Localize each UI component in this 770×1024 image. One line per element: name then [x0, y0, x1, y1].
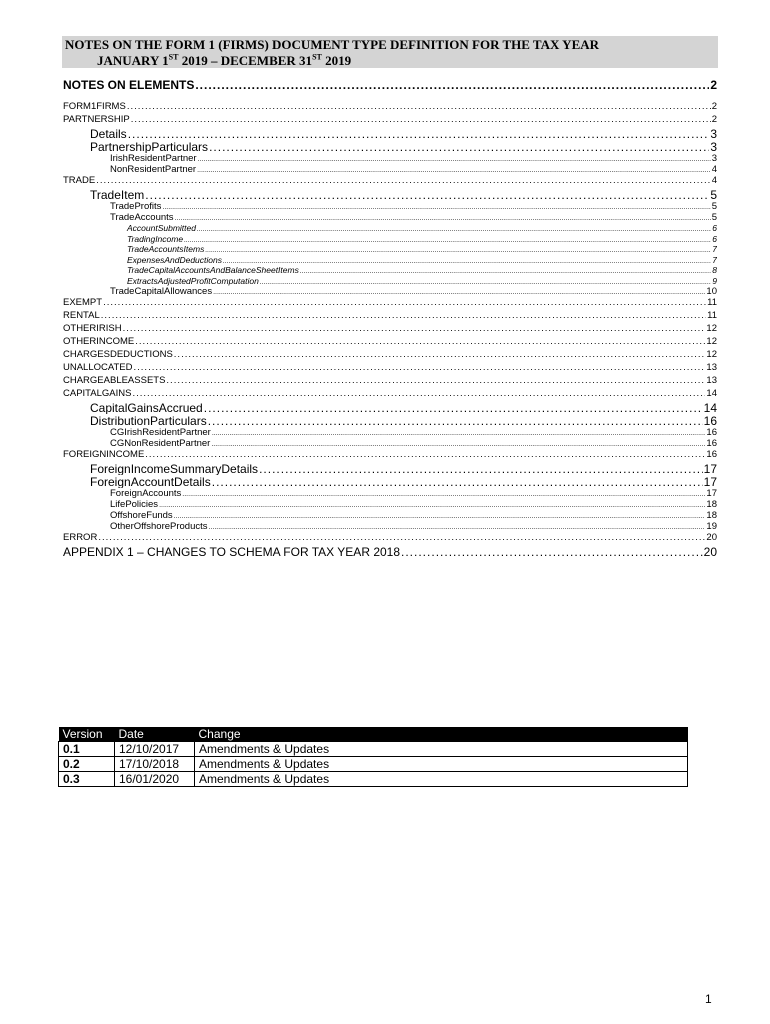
- toc-entry[interactable]: [63, 510, 717, 521]
- toc-entry-label: ExtractsAdjustedProfitComputation: [127, 275, 259, 286]
- toc-leader-dots: [223, 258, 711, 265]
- change-cell: Amendments & Updates: [195, 742, 688, 757]
- toc-page-number: 2: [711, 101, 717, 112]
- toc-entry[interactable]: [63, 336, 717, 349]
- toc-entry-label: PartnershipParticulars: [90, 140, 209, 153]
- toc-entry[interactable]: [63, 188, 717, 201]
- toc-leader-dots: [213, 289, 705, 296]
- toc-leader-dots: [174, 349, 706, 360]
- toc-page-number: 9: [712, 275, 717, 286]
- toc-leader-dots: [198, 156, 711, 163]
- toc-entry[interactable]: [63, 276, 717, 287]
- toc-entry[interactable]: [63, 310, 717, 323]
- table-of-contents: [63, 78, 717, 560]
- toc-entry[interactable]: [63, 462, 717, 475]
- toc-leader-dots: [205, 247, 711, 254]
- toc-entry[interactable]: [63, 323, 717, 336]
- toc-entry-label: CapitalGainsAccrued: [90, 401, 203, 414]
- toc-entry[interactable]: [63, 414, 717, 427]
- toc-page-number: 16: [706, 449, 717, 460]
- toc-entry-label: ForeignIncomeSummaryDetails: [90, 462, 259, 475]
- toc-leader-dots: [197, 226, 711, 233]
- toc-leader-dots: [209, 140, 709, 153]
- toc-entry-label: CGIrishResidentPartner: [110, 427, 211, 438]
- toc-page-number: 12: [706, 323, 717, 334]
- toc-entry[interactable]: [63, 499, 717, 510]
- toc-entry-label: CGNonResidentPartner: [110, 438, 211, 449]
- toc-entry-label: CHARGEABLEASSETS: [63, 375, 166, 386]
- date-cell: 16/01/2020: [115, 772, 195, 787]
- toc-leader-dots: [101, 310, 706, 321]
- toc-entry[interactable]: [63, 175, 717, 188]
- toc-entry[interactable]: [63, 427, 717, 438]
- toc-entry[interactable]: [63, 201, 717, 212]
- toc-leader-dots: [162, 204, 710, 211]
- toc-leader-dots: [159, 502, 705, 509]
- toc-entry[interactable]: [63, 438, 717, 449]
- toc-page-number: 10: [706, 286, 717, 297]
- toc-entry[interactable]: [63, 255, 717, 266]
- toc-leader-dots: [209, 524, 706, 531]
- toc-entry-label: TradingIncome: [127, 233, 184, 244]
- toc-page-number: 6: [712, 233, 717, 244]
- toc-leader-dots: [211, 441, 705, 448]
- toc-entry-label: TradeCapitalAllowances: [110, 286, 213, 297]
- toc-leader-dots: [175, 215, 711, 222]
- toc-page-number: 11: [707, 310, 717, 321]
- toc-page-number: 14: [706, 388, 717, 399]
- toc-leader-dots: [135, 336, 705, 347]
- table-header-row: [59, 727, 688, 742]
- toc-page-number: 17: [703, 475, 717, 488]
- toc-entry[interactable]: [63, 532, 717, 545]
- toc-entry[interactable]: [63, 164, 717, 175]
- version-history-table: [58, 727, 688, 787]
- toc-page-number: 4: [711, 175, 717, 186]
- toc-entry-label: EXEMPT: [63, 297, 103, 308]
- toc-entry[interactable]: [63, 234, 717, 245]
- toc-page-number: 16: [703, 414, 717, 427]
- toc-entry-label: RENTAL: [63, 310, 100, 321]
- toc-leader-dots: [300, 268, 711, 275]
- document-title-line-1: NOTES ON THE FORM 1 (FIRMS) DOCUMENT TYPE DEFINITION FOR THE TAX YEAR: [65, 37, 600, 52]
- toc-entry[interactable]: [63, 375, 717, 388]
- column-header-date: Date: [115, 727, 195, 742]
- toc-entry[interactable]: [63, 101, 717, 114]
- toc-entry[interactable]: [63, 362, 717, 375]
- toc-entry-label: TRADE: [63, 175, 96, 186]
- toc-entry-label: TradeProfits: [110, 201, 162, 212]
- toc-page-number: 4: [711, 164, 717, 175]
- toc-entry[interactable]: [63, 244, 717, 255]
- toc-entry-label: OffshoreFunds: [110, 510, 173, 521]
- toc-entry[interactable]: [63, 475, 717, 488]
- toc-entry-label: OTHERIRISH: [63, 323, 122, 334]
- toc-leader-dots: [197, 167, 711, 174]
- toc-page-number: 14: [703, 401, 717, 414]
- column-header-change: Change: [195, 727, 688, 742]
- toc-leader-dots: [212, 475, 703, 488]
- toc-leader-dots: [260, 279, 711, 286]
- toc-page-number: 16: [706, 427, 717, 438]
- toc-leader-dots: [145, 449, 705, 460]
- toc-entry[interactable]: [63, 521, 717, 532]
- toc-entry-label: ForeignAccountDetails: [90, 475, 211, 488]
- toc-entry-label: TradeAccounts: [110, 212, 174, 223]
- toc-entry-label: TradeAccountsItems: [127, 244, 205, 254]
- toc-entry[interactable]: [63, 401, 717, 414]
- toc-page-number: 18: [706, 510, 717, 521]
- toc-leader-dots: [184, 237, 711, 244]
- version-cell: 0.3: [59, 772, 115, 787]
- toc-entry-label: LifePolicies: [110, 499, 159, 510]
- toc-page-number: 13: [706, 362, 717, 373]
- toc-page-number: 6: [712, 223, 717, 233]
- toc-entry-label: DistributionParticulars: [90, 414, 207, 427]
- toc-entry[interactable]: [63, 388, 717, 401]
- toc-page-number: 16: [706, 438, 717, 449]
- change-cell: Amendments & Updates: [195, 757, 688, 772]
- toc-entry[interactable]: [63, 265, 717, 276]
- toc-leader-dots: [98, 532, 705, 543]
- toc-entry[interactable]: [63, 127, 717, 140]
- toc-entry-label: UNALLOCATED: [63, 362, 133, 373]
- toc-entry-label: APPENDIX 1 – CHANGES TO SCHEMA FOR TAX YEAR 2018: [63, 545, 401, 559]
- table-row: [59, 757, 688, 772]
- toc-entry-label: Details: [90, 127, 127, 140]
- toc-entry[interactable]: [63, 488, 717, 499]
- toc-entry-label: NOTES ON ELEMENTS: [63, 78, 195, 92]
- toc-entry[interactable]: [63, 349, 717, 362]
- table-row: [59, 772, 688, 787]
- toc-leader-dots: [132, 388, 705, 399]
- toc-entry-label: FOREIGNINCOME: [63, 449, 145, 460]
- toc-page-number: 11: [707, 297, 717, 308]
- toc-page-number: 5: [710, 188, 717, 201]
- toc-leader-dots: [127, 101, 711, 112]
- toc-leader-dots: [134, 362, 706, 373]
- toc-entry-label: PARTNERSHIP: [63, 114, 130, 125]
- date-cell: 17/10/2018: [115, 757, 195, 772]
- toc-entry-label: ForeignAccounts: [110, 488, 182, 499]
- toc-entry[interactable]: [63, 140, 717, 153]
- toc-entry-label: OtherOffshoreProducts: [110, 521, 208, 532]
- change-cell: Amendments & Updates: [195, 772, 688, 787]
- toc-page-number: 8: [712, 265, 717, 275]
- toc-page-number: 3: [710, 127, 717, 140]
- toc-leader-dots: [259, 462, 703, 475]
- toc-entry-label: CAPITALGAINS: [63, 388, 132, 399]
- version-cell: 0.2: [59, 757, 115, 772]
- toc-page-number: 5: [711, 212, 717, 223]
- toc-entry-label: TradeItem: [90, 188, 145, 201]
- toc-entry[interactable]: [63, 449, 717, 462]
- column-header-version: Version: [59, 727, 115, 742]
- toc-page-number: 18: [706, 499, 717, 510]
- toc-page-number: 7: [712, 244, 717, 254]
- toc-entry-label: TradeCapitalAccountsAndBalanceSheetItems: [127, 265, 299, 275]
- toc-leader-dots: [204, 401, 703, 414]
- toc-leader-dots: [128, 127, 710, 140]
- toc-page-number: 5: [711, 201, 717, 212]
- toc-page-number: 2: [710, 78, 717, 92]
- toc-entry[interactable]: [63, 78, 717, 95]
- toc-leader-dots: [123, 323, 706, 334]
- table-row: [59, 742, 688, 757]
- toc-leader-dots: [208, 414, 703, 427]
- toc-page-number: 19: [706, 521, 717, 532]
- date-cell: 12/10/2017: [115, 742, 195, 757]
- toc-entry[interactable]: [63, 223, 717, 234]
- toc-page-number: 17: [703, 462, 717, 475]
- toc-page-number: 3: [710, 140, 717, 153]
- toc-page-number: 7: [712, 254, 717, 265]
- toc-page-number: 12: [706, 349, 717, 360]
- toc-entry[interactable]: [63, 545, 717, 560]
- toc-entry-label: AccountSubmitted: [127, 223, 196, 233]
- toc-leader-dots: [174, 513, 706, 520]
- toc-leader-dots: [96, 175, 711, 186]
- toc-entry-label: OTHERINCOME: [63, 336, 135, 347]
- toc-entry-label: ERROR: [63, 532, 98, 543]
- toc-page-number: 12: [706, 336, 717, 347]
- toc-entry[interactable]: [63, 153, 717, 164]
- toc-leader-dots: [182, 491, 705, 498]
- toc-page-number: 2: [711, 114, 717, 125]
- toc-page-number: 13: [706, 375, 717, 386]
- toc-entry-label: IrishResidentPartner: [110, 153, 197, 164]
- toc-leader-dots: [103, 297, 706, 308]
- toc-entry[interactable]: [63, 114, 717, 127]
- version-cell: 0.1: [59, 742, 115, 757]
- toc-leader-dots: [401, 545, 703, 559]
- toc-entry[interactable]: [63, 212, 717, 223]
- toc-page-number: 3: [711, 153, 717, 164]
- toc-entry-label: NonResidentPartner: [110, 164, 197, 175]
- toc-leader-dots: [195, 78, 709, 92]
- page-number: 1: [705, 992, 712, 1006]
- toc-leader-dots: [145, 188, 709, 201]
- toc-entry-label: ExpensesAndDeductions: [127, 254, 222, 265]
- toc-leader-dots: [131, 114, 711, 125]
- toc-entry-label: FORM1FIRMS: [63, 101, 126, 112]
- toc-entry-label: CHARGESDEDUCTIONS: [63, 349, 173, 360]
- toc-page-number: 20: [706, 532, 717, 543]
- toc-entry[interactable]: [63, 297, 717, 310]
- toc-page-number: 17: [706, 488, 717, 499]
- toc-entry[interactable]: [63, 286, 717, 297]
- toc-page-number: 20: [703, 545, 717, 559]
- document-title-line-2: JANUARY 1ST 2019 – DECEMBER 31ST 2019: [97, 52, 352, 68]
- toc-leader-dots: [166, 375, 705, 386]
- toc-leader-dots: [212, 430, 706, 437]
